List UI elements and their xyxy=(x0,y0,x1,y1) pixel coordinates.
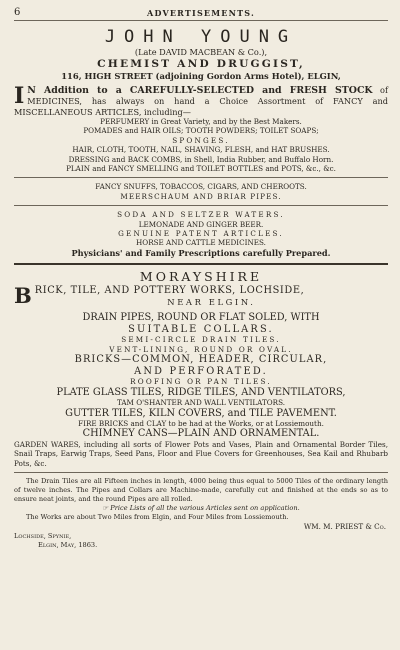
pomades-line: POMADES and HAIR OILS; TOOTH POWDERS; TOILET SOAPS; xyxy=(83,126,319,136)
snuffs-line: FANCY SNUFFS, TOBACCOS, CIGARS, AND CHEROOTS. xyxy=(95,182,307,192)
brushes-line: HAIR, CLOTH, TOOTH, NAIL, SHAVING, FLESH, and HAT BRUSHES. xyxy=(72,145,330,155)
works-region-title: MORAYSHIRE xyxy=(139,269,263,285)
soda-line: SODA AND SELTZER WATERS. xyxy=(117,210,285,220)
price-lists-line: ☞ Price Lists of all the various Articles sent on application. xyxy=(102,504,300,513)
fire-bricks-line: FIRE BRICKS and CLAY to be had at the Works, or at Lossiemouth. xyxy=(78,419,324,428)
perforated-line: AND PERFORATED. xyxy=(134,365,268,377)
running-title: ADVERTISEMENTS. xyxy=(147,8,255,18)
works-heading xyxy=(14,285,388,308)
running-header xyxy=(14,4,388,21)
intro-paragraph xyxy=(14,82,388,118)
drop-cap-i: I xyxy=(14,82,25,109)
drain-tiles-note: The Drain Tiles are all Fifteen inches in length, 4000 being thus equal to 5000 Tiles of the ordinary length of twelve inches. The Pipes and Collars are Machine-made, carefully cut and finished at the ends so as to ensure neat joints, and the round Pipes are all rolled. xyxy=(14,477,388,504)
gutter-tiles-line: GUTTER TILES, KILN COVERS, and TILE PAVEMENT. xyxy=(65,407,337,419)
drop-cap-b: B xyxy=(14,283,32,309)
combs-line: DRESSING and BACK COMBS, in Shell, India Rubber, and Buffalo Horn. xyxy=(68,154,334,164)
advertisement-divider xyxy=(14,263,388,265)
works-name-line: RICK, TILE, AND POTTERY WORKS, LOCHSIDE, xyxy=(34,285,305,297)
former-firm: (Late DAVID MACBEAN & Co.), xyxy=(134,47,268,57)
shop-address: 116, HIGH STREET (adjoining Gordon Arms Hotel), ELGIN, xyxy=(61,70,341,81)
firm-signature: WM. M. PRIEST & Co. xyxy=(303,522,386,532)
morayshire-works-advertisement xyxy=(14,269,388,549)
profession: CHEMIST AND DRUGGIST, xyxy=(97,57,305,70)
section-divider xyxy=(14,472,388,473)
intro-first-line: N Addition to a CAREFULLY-SELECTED and FRESH STOCK xyxy=(27,84,373,96)
roofing-tiles-line: ROOFING OR PAN TILES. xyxy=(130,377,272,387)
tam-oshanter-line: TAM O'SHANTER AND WALL VENTILATORS. xyxy=(116,398,286,408)
dateline-place: Lochside, Spynie, xyxy=(14,531,72,540)
john-young-advertisement xyxy=(14,28,388,258)
patent-articles-line: GENUINE PATENT ARTICLES. xyxy=(118,229,284,239)
lemonade-line: LEMONADE AND GINGER BEER. xyxy=(138,219,264,229)
pipes-line: MEERSCHAUM AND BRIAR PIPES. xyxy=(120,191,282,201)
perfumery-line: PERFUMERY in Great Variety, and by the Best Makers. xyxy=(100,117,302,126)
intro-rest: of MEDICINES, has always on hand a Choice Assortment of FANCY and MISCELLANEOUS ARTICLES, including— xyxy=(14,84,388,117)
sponges-line: SPONGES. xyxy=(172,135,230,145)
vent-lining-line: VENT-LINING, ROUND OR OVAL. xyxy=(109,344,293,354)
collars-line: SUITABLE COLLARS. xyxy=(128,323,274,335)
toilet-bottles-line: PLAIN and FANCY SMELLING and TOILET BOTTLES and POTS, &c., &c. xyxy=(66,164,336,174)
section-divider xyxy=(14,205,388,206)
prescriptions-line: Physicians' and Family Prescriptions carefully Prepared. xyxy=(71,247,331,258)
plate-glass-line: PLATE GLASS TILES, RIDGE TILES, AND VENTILATORS, xyxy=(56,386,346,398)
works-distance-line: The Works are about Two Miles from Elgin, and Four Miles from Lossiemouth. xyxy=(26,513,289,522)
semi-circle-line: SEMI-CIRCLE DRAIN TILES. xyxy=(121,335,281,345)
section-divider xyxy=(14,177,388,178)
works-location: NEAR ELGIN. xyxy=(167,296,256,307)
garden-wares-paragraph: GARDEN WARES, including all sorts of Flower Pots and Vases, Plain and Ornamental Border Tiles, Snail Traps, Earwig Traps, Seed Pans, Floor and Flue Covers for Greenhouses, Sea Kail and Rhubarb Pots, &c. xyxy=(14,439,388,468)
horse-medicines-line: HORSE AND CATTLE MEDICINES. xyxy=(136,238,266,248)
page-number: 6 xyxy=(14,7,22,18)
bricks-line: BRICKS—COMMON, HEADER, CIRCULAR, xyxy=(74,354,328,366)
dateline-date: Elgin, May, 1863. xyxy=(38,540,98,549)
advertiser-name: JOHN YOUNG xyxy=(104,27,298,47)
drain-pipes-line: DRAIN PIPES, ROUND OR FLAT SOLED, WITH xyxy=(82,312,320,324)
chimney-cans-line: CHIMNEY CANS—PLAIN AND ORNAMENTAL. xyxy=(82,428,320,440)
